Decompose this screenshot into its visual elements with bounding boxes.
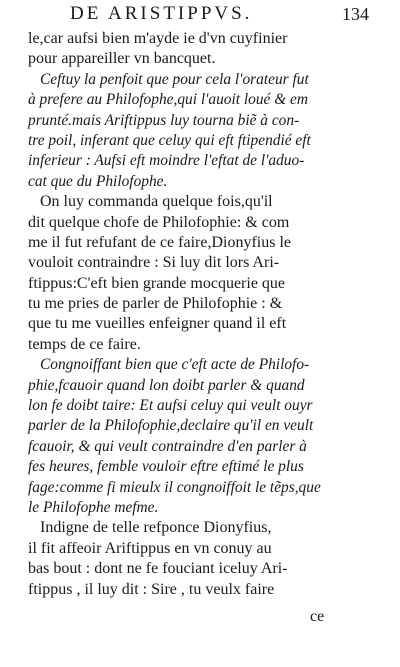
text-line: vouloit contraindre : Si luy dit lors Ari-	[28, 254, 280, 272]
text-line: bas bout : dont ne fe fouciant iceluy Ari-	[28, 560, 288, 578]
page-header	[0, 3, 400, 27]
text-line: tu me pries de parler de Philofophie : &	[28, 295, 283, 313]
text-line: ftippus , il luy dit : Sire , tu veulx faire	[28, 580, 275, 598]
text-line: Ceftuy la penfoit que pour cela l'orateur fut	[40, 70, 309, 88]
text-line: parler de la Philofophie,declaire qu'il en veult	[28, 417, 314, 435]
text-line: temps de ce faire.	[28, 335, 141, 353]
text-line: pour appareiller vn bancquet.	[28, 50, 216, 68]
text-line: On luy commanda quelque fois,qu'il	[40, 193, 273, 211]
text-line: Congnoiffant bien que c'eft acte de Philofo-	[40, 356, 310, 374]
text-line: le Philofophe mefme.	[28, 498, 159, 516]
text-line: tre poil, inferant que celuy qui eft ftipendié eft	[28, 131, 311, 149]
text-line: prunté.mais Ariftippus luy tourna biẽ à con-	[28, 111, 300, 129]
text-line: inferieur : Aufsi eft moindre l'eftat de l'aduo-	[28, 152, 305, 170]
text-line: lon fe doibt taire: Et aufsi celuy qui veult ouyr	[28, 397, 313, 415]
text-line: dit quelque chofe de Philofophie: & com	[28, 213, 290, 231]
text-line: le,car aufsi bien m'ayde ie d'vn cuyfinier	[28, 30, 288, 47]
text-line: me il fut refufant de ce faire,Dionyfius le	[28, 233, 291, 251]
text-line: ftippus:C'eft bien grande mocquerie que	[28, 274, 286, 292]
text-line: à prefere au Philofophe,qui l'auoit loué & em	[28, 91, 308, 109]
catchword: ce	[310, 608, 325, 625]
text-line: fes heures, femble vouloir eftre eftimé le plus	[28, 458, 304, 476]
text-line: il fit affeoir Ariftippus en vn conuy au	[28, 539, 272, 557]
text-line: cat que du Philofophe.	[28, 172, 168, 190]
text-line: phie,fcauoir quand lon doibt parler & quand	[28, 376, 305, 394]
text-line: fcauoir, & qui veult contraindre d'en parler à	[28, 437, 307, 455]
page-body	[28, 29, 374, 600]
text-line: Indigne de telle refponce Dionyfius,	[40, 519, 272, 537]
text-line: fage:comme fi mieulx il congnoiffoit le tẽps,que	[28, 478, 321, 496]
page-number: 134	[342, 4, 369, 24]
text-line: que tu me vueilles enfeigner quand il eft	[28, 315, 287, 333]
running-head: DE ARISTIPPVS.	[70, 3, 253, 24]
